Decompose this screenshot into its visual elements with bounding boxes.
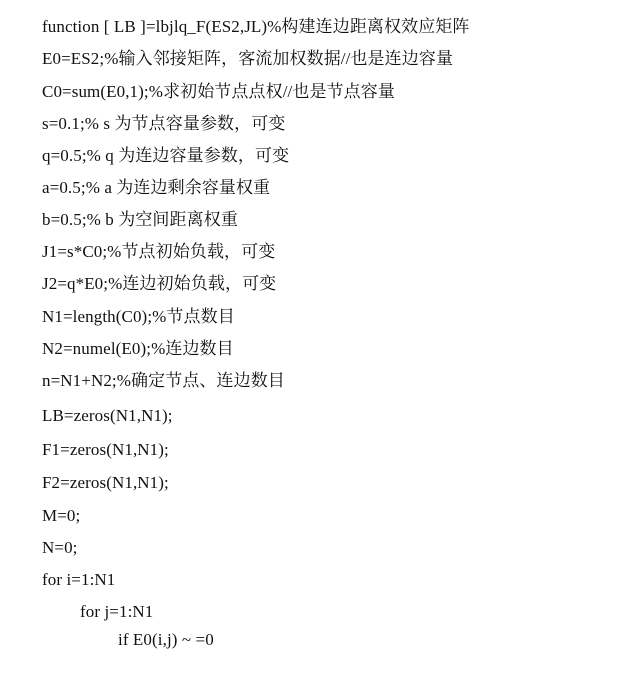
code-line-if: if E0(i,j) ~ =0: [118, 630, 214, 649]
code-line-n: n=N1+N2;%确定节点、连边数目: [42, 371, 285, 390]
code-line-c0: C0=sum(E0,1);%求初始节点点权//也是节点容量: [42, 82, 395, 101]
code-line-for-i: for i=1:N1: [42, 570, 116, 589]
code-line-n-zero: N=0;: [42, 538, 78, 557]
code-line-e0: E0=ES2;%输入邻接矩阵，客流加权数据//也是连边容量: [42, 49, 454, 68]
code-line-n1: N1=length(C0);%节点数目: [42, 307, 235, 326]
code-line-function-header: function [ LB ]=lbjlq_F(ES2,JL)%构建连边距离权效应矩阵: [42, 17, 470, 36]
code-line-a: a=0.5;% a 为连边剩余容量权重: [42, 178, 271, 197]
code-line-f2: F2=zeros(N1,N1);: [42, 473, 169, 492]
code-line-n2: N2=numel(E0);%连边数目: [42, 339, 234, 358]
code-line-j1: J1=s*C0;%节点初始负载，可变: [42, 242, 276, 261]
code-line-for-j: for j=1:N1: [80, 602, 154, 621]
code-line-b: b=0.5;% b 为空间距离权重: [42, 210, 238, 229]
code-line-q: q=0.5;% q 为连边容量参数，可变: [42, 146, 290, 165]
code-line-s: s=0.1;% s 为节点容量参数，可变: [42, 114, 286, 133]
code-line-j2: J2=q*E0;%连边初始负载，可变: [42, 274, 277, 293]
code-line-m: M=0;: [42, 506, 81, 525]
code-line-lb: LB=zeros(N1,N1);: [42, 406, 173, 425]
code-line-f1: F1=zeros(N1,N1);: [42, 440, 169, 459]
